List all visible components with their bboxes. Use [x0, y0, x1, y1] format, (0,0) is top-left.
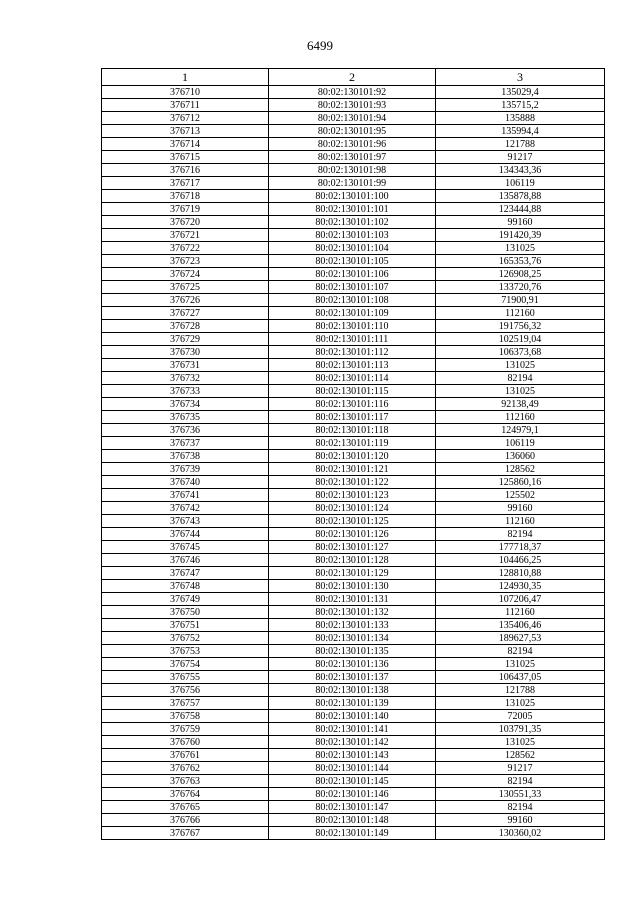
- cell-value: 82194: [436, 801, 605, 814]
- cell-cadastral-id: 80:02:130101:131: [269, 593, 436, 606]
- cell-number: 376733: [102, 385, 269, 398]
- cell-cadastral-id: 80:02:130101:132: [269, 606, 436, 619]
- cell-number: 376731: [102, 359, 269, 372]
- table-row: [102, 827, 605, 840]
- cell-number: 376737: [102, 437, 269, 450]
- table-row: [102, 671, 605, 684]
- cell-value: 106119: [436, 437, 605, 450]
- cell-cadastral-id: 80:02:130101:104: [269, 242, 436, 255]
- cell-value: 135029,4: [436, 86, 605, 99]
- cell-cadastral-id: 80:02:130101:116: [269, 398, 436, 411]
- cell-number: 376735: [102, 411, 269, 424]
- table-row: [102, 645, 605, 658]
- cell-cadastral-id: 80:02:130101:94: [269, 112, 436, 125]
- cell-value: 128562: [436, 749, 605, 762]
- cell-number: 376759: [102, 723, 269, 736]
- cell-number: 376760: [102, 736, 269, 749]
- table-row: [102, 762, 605, 775]
- cell-value: 72005: [436, 710, 605, 723]
- table-row: [102, 723, 605, 736]
- table-body: [102, 86, 605, 840]
- table-row: [102, 164, 605, 177]
- table-row: [102, 541, 605, 554]
- cell-value: 130551,33: [436, 788, 605, 801]
- cell-value: 135888: [436, 112, 605, 125]
- cell-cadastral-id: 80:02:130101:135: [269, 645, 436, 658]
- cell-number: 376712: [102, 112, 269, 125]
- cell-cadastral-id: 80:02:130101:139: [269, 697, 436, 710]
- cell-value: 135715,2: [436, 99, 605, 112]
- cell-cadastral-id: 80:02:130101:119: [269, 437, 436, 450]
- column-header-2: 2: [269, 69, 436, 86]
- cell-cadastral-id: 80:02:130101:140: [269, 710, 436, 723]
- cell-cadastral-id: 80:02:130101:142: [269, 736, 436, 749]
- cell-number: 376746: [102, 554, 269, 567]
- table-row: [102, 112, 605, 125]
- cell-cadastral-id: 80:02:130101:143: [269, 749, 436, 762]
- cell-number: 376748: [102, 580, 269, 593]
- cell-cadastral-id: 80:02:130101:122: [269, 476, 436, 489]
- cell-cadastral-id: 80:02:130101:147: [269, 801, 436, 814]
- table-row: [102, 307, 605, 320]
- cell-cadastral-id: 80:02:130101:137: [269, 671, 436, 684]
- table-row: [102, 567, 605, 580]
- cell-number: 376725: [102, 281, 269, 294]
- cell-number: 376756: [102, 684, 269, 697]
- cell-number: 376767: [102, 827, 269, 840]
- cell-value: 125502: [436, 489, 605, 502]
- table-row: [102, 346, 605, 359]
- table-row: [102, 294, 605, 307]
- cell-value: 131025: [436, 359, 605, 372]
- table-row: [102, 203, 605, 216]
- table-row: [102, 580, 605, 593]
- cell-cadastral-id: 80:02:130101:146: [269, 788, 436, 801]
- cell-value: 92138,49: [436, 398, 605, 411]
- cell-number: 376742: [102, 502, 269, 515]
- cell-number: 376722: [102, 242, 269, 255]
- cell-value: 121788: [436, 138, 605, 151]
- table-row: [102, 437, 605, 450]
- cell-cadastral-id: 80:02:130101:127: [269, 541, 436, 554]
- table-row: [102, 528, 605, 541]
- table-row: [102, 684, 605, 697]
- table-row: [102, 502, 605, 515]
- table-row: [102, 463, 605, 476]
- cell-number: 376749: [102, 593, 269, 606]
- cell-cadastral-id: 80:02:130101:92: [269, 86, 436, 99]
- cell-number: 376764: [102, 788, 269, 801]
- cell-cadastral-id: 80:02:130101:111: [269, 333, 436, 346]
- cell-number: 376736: [102, 424, 269, 437]
- table-header-row: [102, 69, 605, 86]
- table-row: [102, 190, 605, 203]
- cell-value: 165353,76: [436, 255, 605, 268]
- table-row: [102, 515, 605, 528]
- cell-number: 376729: [102, 333, 269, 346]
- cell-number: 376765: [102, 801, 269, 814]
- cell-number: 376766: [102, 814, 269, 827]
- cell-cadastral-id: 80:02:130101:110: [269, 320, 436, 333]
- cell-value: 71900,91: [436, 294, 605, 307]
- cell-value: 112160: [436, 606, 605, 619]
- cell-cadastral-id: 80:02:130101:129: [269, 567, 436, 580]
- cell-cadastral-id: 80:02:130101:134: [269, 632, 436, 645]
- cell-cadastral-id: 80:02:130101:107: [269, 281, 436, 294]
- cell-value: 82194: [436, 528, 605, 541]
- table-row: [102, 697, 605, 710]
- cell-number: 376744: [102, 528, 269, 541]
- cell-cadastral-id: 80:02:130101:145: [269, 775, 436, 788]
- cell-value: 128562: [436, 463, 605, 476]
- table-row: [102, 268, 605, 281]
- cell-value: 112160: [436, 515, 605, 528]
- cell-number: 376721: [102, 229, 269, 242]
- cell-value: 131025: [436, 385, 605, 398]
- cell-value: 99160: [436, 814, 605, 827]
- cell-number: 376716: [102, 164, 269, 177]
- cell-value: 106437,05: [436, 671, 605, 684]
- cell-cadastral-id: 80:02:130101:102: [269, 216, 436, 229]
- cell-cadastral-id: 80:02:130101:138: [269, 684, 436, 697]
- cell-cadastral-id: 80:02:130101:126: [269, 528, 436, 541]
- cell-number: 376761: [102, 749, 269, 762]
- table-row: [102, 788, 605, 801]
- cell-value: 124930,35: [436, 580, 605, 593]
- cell-value: 107206,47: [436, 593, 605, 606]
- cell-cadastral-id: 80:02:130101:112: [269, 346, 436, 359]
- table-row: [102, 736, 605, 749]
- cell-cadastral-id: 80:02:130101:149: [269, 827, 436, 840]
- cell-value: 102519,04: [436, 333, 605, 346]
- table-row: [102, 242, 605, 255]
- table-row: [102, 450, 605, 463]
- cell-value: 134343,36: [436, 164, 605, 177]
- cell-number: 376719: [102, 203, 269, 216]
- table-row: [102, 151, 605, 164]
- table-row: [102, 138, 605, 151]
- cell-value: 126908,25: [436, 268, 605, 281]
- cell-cadastral-id: 80:02:130101:124: [269, 502, 436, 515]
- cell-value: 131025: [436, 658, 605, 671]
- cell-cadastral-id: 80:02:130101:98: [269, 164, 436, 177]
- cell-number: 376750: [102, 606, 269, 619]
- table-row: [102, 658, 605, 671]
- cell-value: 123444,88: [436, 203, 605, 216]
- cell-value: 82194: [436, 645, 605, 658]
- cell-value: 130360,02: [436, 827, 605, 840]
- cell-cadastral-id: 80:02:130101:123: [269, 489, 436, 502]
- table-row: [102, 177, 605, 190]
- cell-value: 99160: [436, 216, 605, 229]
- cell-number: 376755: [102, 671, 269, 684]
- cell-number: 376743: [102, 515, 269, 528]
- cell-number: 376730: [102, 346, 269, 359]
- cell-cadastral-id: 80:02:130101:118: [269, 424, 436, 437]
- cell-cadastral-id: 80:02:130101:114: [269, 372, 436, 385]
- cell-value: 91217: [436, 762, 605, 775]
- cell-number: 376751: [102, 619, 269, 632]
- table-row: [102, 255, 605, 268]
- table-row: [102, 476, 605, 489]
- cell-number: 376711: [102, 99, 269, 112]
- cell-value: 124979,1: [436, 424, 605, 437]
- cell-cadastral-id: 80:02:130101:96: [269, 138, 436, 151]
- cell-number: 376752: [102, 632, 269, 645]
- cell-value: 131025: [436, 242, 605, 255]
- cell-cadastral-id: 80:02:130101:144: [269, 762, 436, 775]
- cell-cadastral-id: 80:02:130101:106: [269, 268, 436, 281]
- cell-cadastral-id: 80:02:130101:103: [269, 229, 436, 242]
- cell-cadastral-id: 80:02:130101:128: [269, 554, 436, 567]
- cell-value: 136060: [436, 450, 605, 463]
- cell-value: 112160: [436, 411, 605, 424]
- cell-cadastral-id: 80:02:130101:133: [269, 619, 436, 632]
- cell-cadastral-id: 80:02:130101:95: [269, 125, 436, 138]
- cell-number: 376713: [102, 125, 269, 138]
- cell-number: 376754: [102, 658, 269, 671]
- table-row: [102, 554, 605, 567]
- cell-cadastral-id: 80:02:130101:99: [269, 177, 436, 190]
- cell-number: 376732: [102, 372, 269, 385]
- cell-number: 376728: [102, 320, 269, 333]
- cell-number: 376726: [102, 294, 269, 307]
- table-row: [102, 424, 605, 437]
- cell-cadastral-id: 80:02:130101:121: [269, 463, 436, 476]
- cell-cadastral-id: 80:02:130101:93: [269, 99, 436, 112]
- cell-number: 376753: [102, 645, 269, 658]
- cell-number: 376734: [102, 398, 269, 411]
- cell-cadastral-id: 80:02:130101:125: [269, 515, 436, 528]
- table-row: [102, 372, 605, 385]
- cell-cadastral-id: 80:02:130101:97: [269, 151, 436, 164]
- cell-value: 189627,53: [436, 632, 605, 645]
- table-row: [102, 359, 605, 372]
- cell-value: 135406,46: [436, 619, 605, 632]
- cell-cadastral-id: 80:02:130101:120: [269, 450, 436, 463]
- table-row: [102, 814, 605, 827]
- data-table: [101, 68, 605, 840]
- table-row: [102, 320, 605, 333]
- table-row: [102, 398, 605, 411]
- cell-number: 376710: [102, 86, 269, 99]
- cell-number: 376745: [102, 541, 269, 554]
- table-row: [102, 593, 605, 606]
- cell-value: 121788: [436, 684, 605, 697]
- table-row: [102, 411, 605, 424]
- cell-number: 376718: [102, 190, 269, 203]
- cell-cadastral-id: 80:02:130101:113: [269, 359, 436, 372]
- cell-cadastral-id: 80:02:130101:115: [269, 385, 436, 398]
- cell-value: 128810,88: [436, 567, 605, 580]
- cell-cadastral-id: 80:02:130101:100: [269, 190, 436, 203]
- cell-value: 91217: [436, 151, 605, 164]
- cell-value: 131025: [436, 697, 605, 710]
- cell-cadastral-id: 80:02:130101:101: [269, 203, 436, 216]
- cell-value: 103791,35: [436, 723, 605, 736]
- cell-number: 376720: [102, 216, 269, 229]
- table-row: [102, 281, 605, 294]
- cell-value: 106119: [436, 177, 605, 190]
- cell-value: 104466,25: [436, 554, 605, 567]
- cell-value: 177718,37: [436, 541, 605, 554]
- page-number: 6499: [307, 38, 333, 53]
- cell-number: 376738: [102, 450, 269, 463]
- table-row: [102, 801, 605, 814]
- cell-cadastral-id: 80:02:130101:148: [269, 814, 436, 827]
- cell-value: 191420,39: [436, 229, 605, 242]
- cell-number: 376740: [102, 476, 269, 489]
- cell-number: 376757: [102, 697, 269, 710]
- cell-number: 376739: [102, 463, 269, 476]
- cell-value: 99160: [436, 502, 605, 515]
- cell-value: 131025: [436, 736, 605, 749]
- cell-number: 376741: [102, 489, 269, 502]
- column-header-1: 1: [102, 69, 269, 86]
- cell-value: 135994,4: [436, 125, 605, 138]
- cell-cadastral-id: 80:02:130101:136: [269, 658, 436, 671]
- cell-cadastral-id: 80:02:130101:130: [269, 580, 436, 593]
- cell-cadastral-id: 80:02:130101:141: [269, 723, 436, 736]
- table-row: [102, 606, 605, 619]
- cell-number: 376723: [102, 255, 269, 268]
- table-row: [102, 749, 605, 762]
- table-row: [102, 86, 605, 99]
- cell-number: 376763: [102, 775, 269, 788]
- table-row: [102, 632, 605, 645]
- table-row: [102, 489, 605, 502]
- cell-value: 82194: [436, 775, 605, 788]
- cell-cadastral-id: 80:02:130101:109: [269, 307, 436, 320]
- cell-value: 82194: [436, 372, 605, 385]
- cell-value: 191756,32: [436, 320, 605, 333]
- cell-number: 376715: [102, 151, 269, 164]
- cell-value: 133720,76: [436, 281, 605, 294]
- cell-cadastral-id: 80:02:130101:117: [269, 411, 436, 424]
- cell-number: 376758: [102, 710, 269, 723]
- column-header-3: 3: [436, 69, 605, 86]
- table-row: [102, 333, 605, 346]
- cell-value: 112160: [436, 307, 605, 320]
- table-row: [102, 710, 605, 723]
- cell-cadastral-id: 80:02:130101:108: [269, 294, 436, 307]
- cell-number: 376762: [102, 762, 269, 775]
- cell-number: 376727: [102, 307, 269, 320]
- cell-number: 376717: [102, 177, 269, 190]
- cell-number: 376747: [102, 567, 269, 580]
- table-row: [102, 775, 605, 788]
- table-row: [102, 385, 605, 398]
- cell-value: 125860,16: [436, 476, 605, 489]
- table-row: [102, 216, 605, 229]
- cell-number: 376724: [102, 268, 269, 281]
- table-row: [102, 125, 605, 138]
- cell-value: 135878,88: [436, 190, 605, 203]
- cell-cadastral-id: 80:02:130101:105: [269, 255, 436, 268]
- table-row: [102, 619, 605, 632]
- table-row: [102, 99, 605, 112]
- cell-value: 106373,68: [436, 346, 605, 359]
- table-row: [102, 229, 605, 242]
- cell-number: 376714: [102, 138, 269, 151]
